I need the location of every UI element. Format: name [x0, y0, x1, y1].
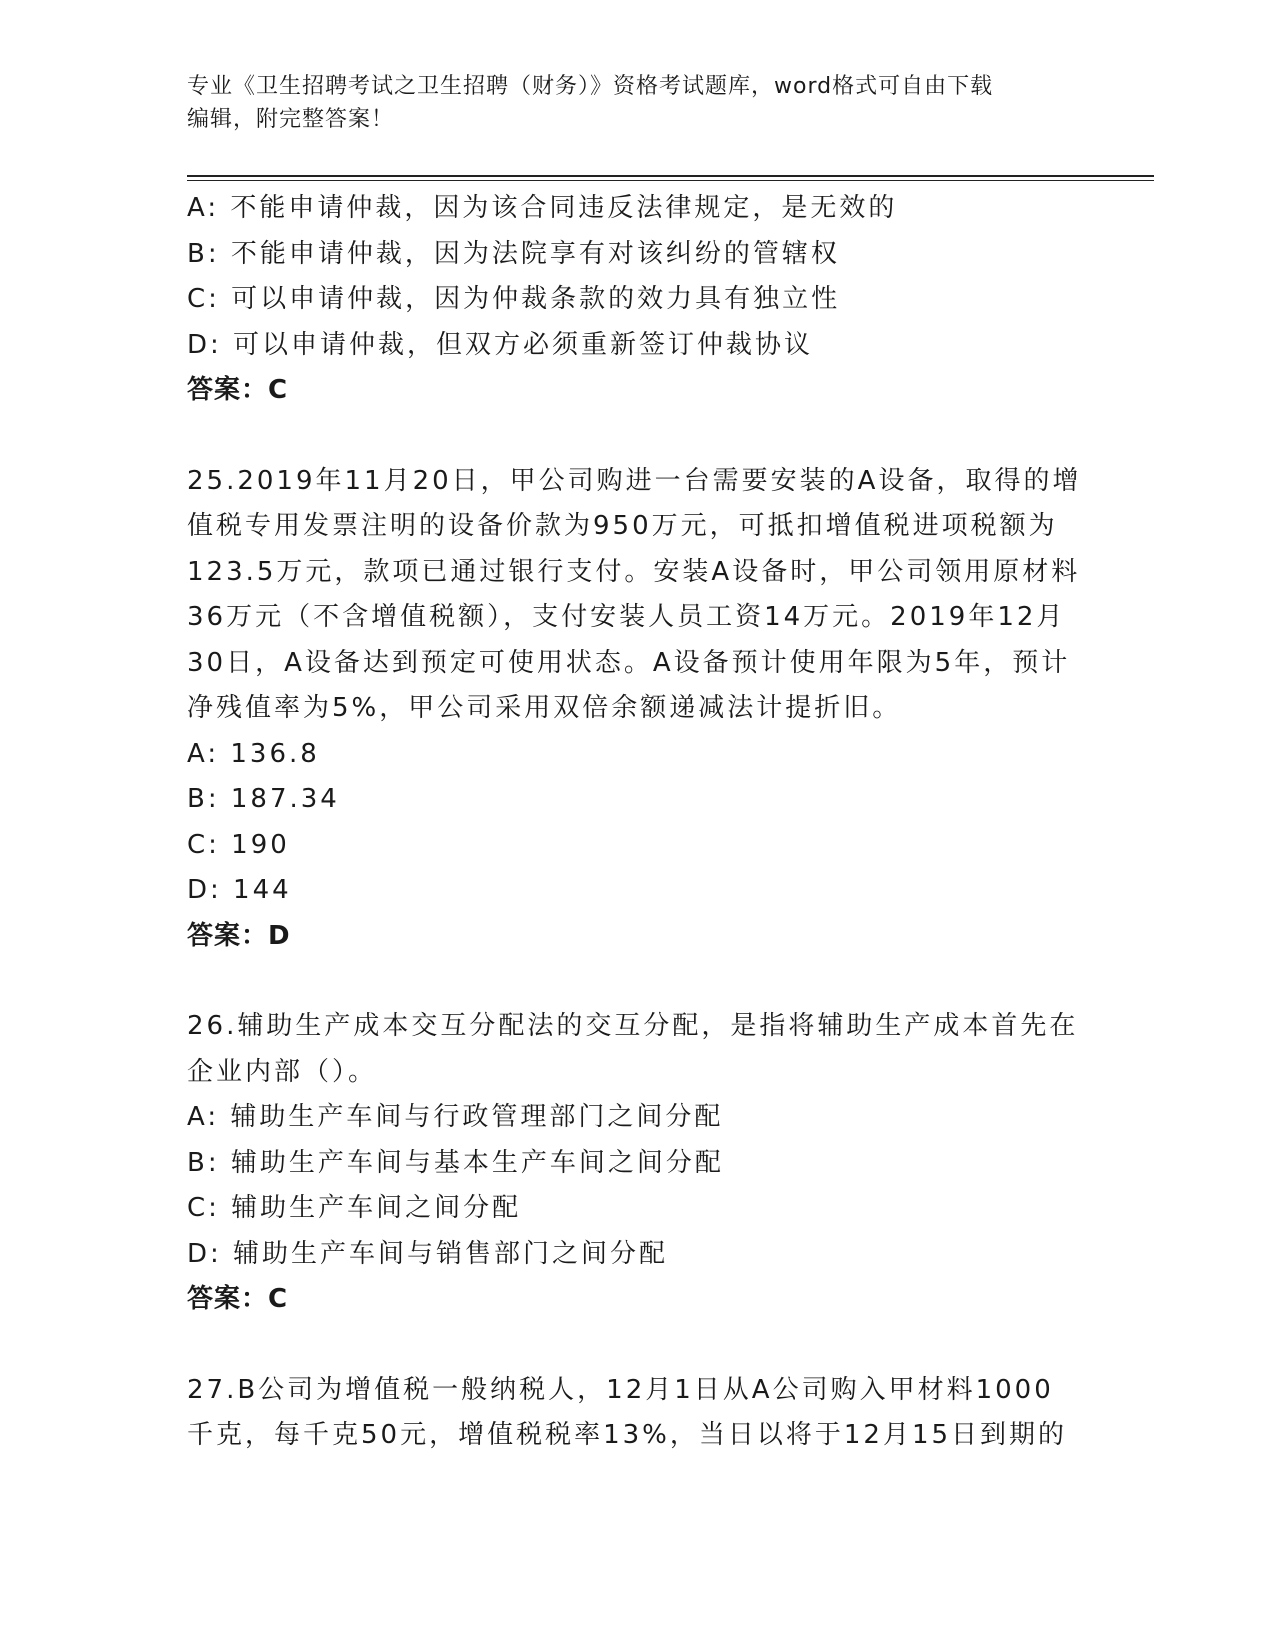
option-d: D: 辅助生产车间与销售部门之间分配 [187, 1238, 669, 1269]
question-text-line: 30日，A设备达到预定可使用状态。A设备预计使用年限为5年，预计 [187, 647, 1071, 678]
option-c: C: 可以申请仲裁，因为仲裁条款的效力具有独立性 [187, 284, 841, 314]
question-text-line: 企业内部（）。 [187, 1056, 378, 1087]
question-text-line: 净残值率为5%，甲公司采用双倍余额递减法计提折旧。 [187, 693, 902, 723]
option-a: A: 不能申请仲裁，因为该合同违反法律规定，是无效的 [187, 193, 898, 223]
option-a: A: 辅助生产车间与行政管理部门之间分配 [187, 1102, 724, 1132]
header-title-line-1: 专业《卫生招聘考试之卫生招聘（财务）》资格考试题库，word格式可自由下载 [187, 74, 994, 99]
question-26 [187, 1004, 1087, 1323]
question-text-line: 25.2019年11月20日，甲公司购进一台需要安装的A设备，取得的增 [187, 465, 1082, 496]
question-text-line: 千克，每千克50元，增值税税率13%，当日以将于12月15日到期的 [187, 1420, 1068, 1450]
question-24-continued [187, 186, 1087, 414]
header-divider-thin [187, 180, 1154, 181]
header-divider-thick [187, 175, 1154, 177]
option-b: B: 不能申请仲裁，因为法院享有对该纠纷的管辖权 [187, 238, 840, 269]
option-c: C: 辅助生产车间之间分配 [187, 1193, 522, 1223]
option-d: D: 144 [187, 875, 292, 905]
question-text-line: 26.辅助生产成本交互分配法的交互分配，是指将辅助生产成本首先在 [187, 1011, 1079, 1041]
question-27 [187, 1368, 1087, 1459]
option-b: B: 187.34 [187, 784, 340, 814]
answer: 答案：C [187, 1284, 289, 1314]
question-text-line: 36万元（不含增值税额），支付安装人员工资14万元。2019年12月 [187, 602, 1066, 632]
document-header [187, 70, 1087, 136]
answer: 答案：C [187, 375, 289, 405]
header-title-line-2: 编辑，附完整答案！ [187, 107, 395, 132]
option-a: A: 136.8 [187, 738, 320, 769]
question-text-line: 值税专用发票注明的设备价款为950万元，可抵扣增值税进项税额为 [187, 511, 1058, 541]
question-25 [187, 459, 1087, 960]
answer: 答案：D [187, 920, 291, 951]
question-text-line: 123.5万元，款项已通过银行支付。安装A设备时，甲公司领用原材料 [187, 556, 1081, 587]
option-b: B: 辅助生产车间与基本生产车间之间分配 [187, 1147, 724, 1178]
document-body [187, 186, 1087, 1459]
option-c: C: 190 [187, 829, 290, 860]
question-text-line: 27.B公司为增值税一般纳税人，12月1日从A公司购入甲材料1000 [187, 1374, 1054, 1405]
option-d: D: 可以申请仲裁，但双方必须重新签订仲裁协议 [187, 329, 814, 360]
